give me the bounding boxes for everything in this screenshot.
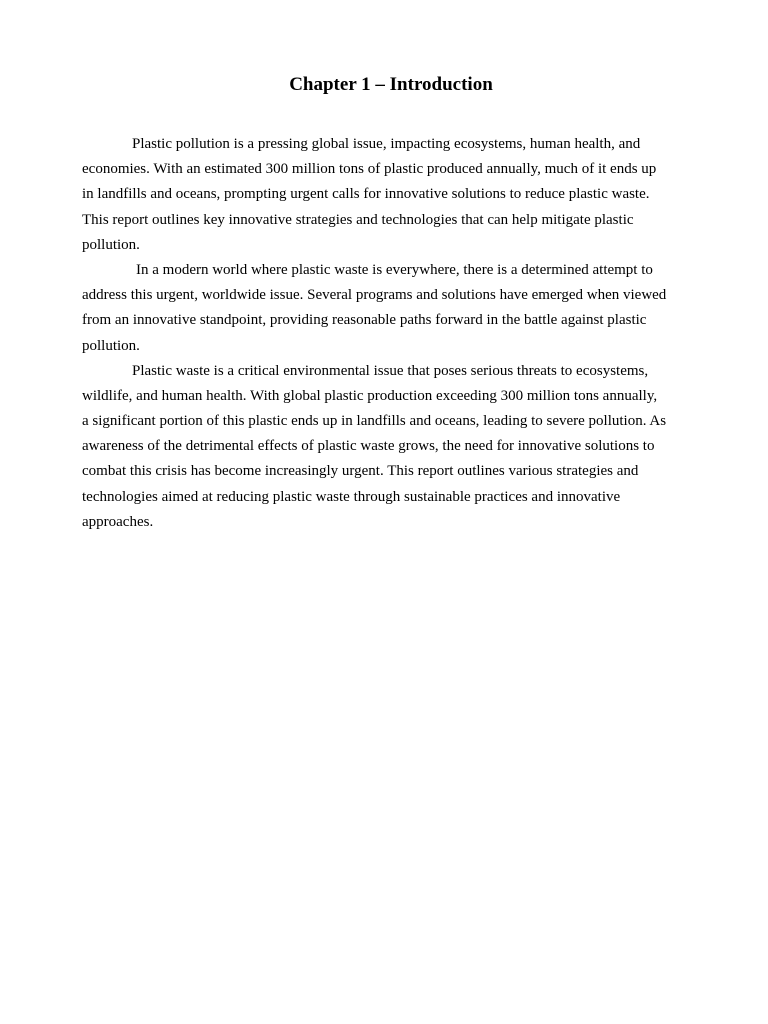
paragraph-1 <box>82 132 694 258</box>
paragraph-line: awareness of the detrimental effects of plastic waste grows, the need for innovative solutions to <box>82 438 655 455</box>
paragraph-line: pollution. <box>82 337 140 354</box>
paragraph-line: In a modern world where plastic waste is everywhere, there is a determined attempt to <box>136 261 653 278</box>
paragraph-line: technologies aimed at reducing plastic waste through sustainable practices and innovative <box>82 488 621 505</box>
paragraph-3 <box>82 359 694 535</box>
paragraph-2 <box>82 258 694 359</box>
paragraph-line: wildlife, and human health. With global plastic production exceeding 300 million tons annually, <box>82 387 658 404</box>
paragraph-line: approaches. <box>82 513 154 530</box>
paragraph-line: Plastic waste is a critical environmental issue that poses serious threats to ecosystems, <box>132 362 649 379</box>
paragraph-line: economies. With an estimated 300 million tons of plastic produced annually, much of it ends up <box>82 161 657 178</box>
document-body <box>82 132 694 535</box>
chapter-title: Chapter 1 – Introduction <box>289 74 493 95</box>
paragraph-line: Plastic pollution is a pressing global issue, impacting ecosystems, human health, and <box>132 136 641 152</box>
paragraph-line: This report outlines key innovative strategies and technologies that can help mitigate plastic <box>82 211 634 228</box>
paragraph-line: in landfills and oceans, prompting urgent calls for innovative solutions to reduce plastic waste. <box>82 186 650 203</box>
paragraph-line: from an innovative standpoint, providing reasonable paths forward in the battle against plastic <box>82 312 647 329</box>
paragraph-line: address this urgent, worldwide issue. Several programs and solutions have emerged when viewed <box>82 287 667 304</box>
paragraph-line: pollution. <box>82 236 140 253</box>
paragraph-line: a significant portion of this plastic ends up in landfills and oceans, leading to severe pollution. As <box>82 413 667 430</box>
paragraph-line: combat this crisis has become increasingly urgent. This report outlines various strategies and <box>82 463 639 480</box>
